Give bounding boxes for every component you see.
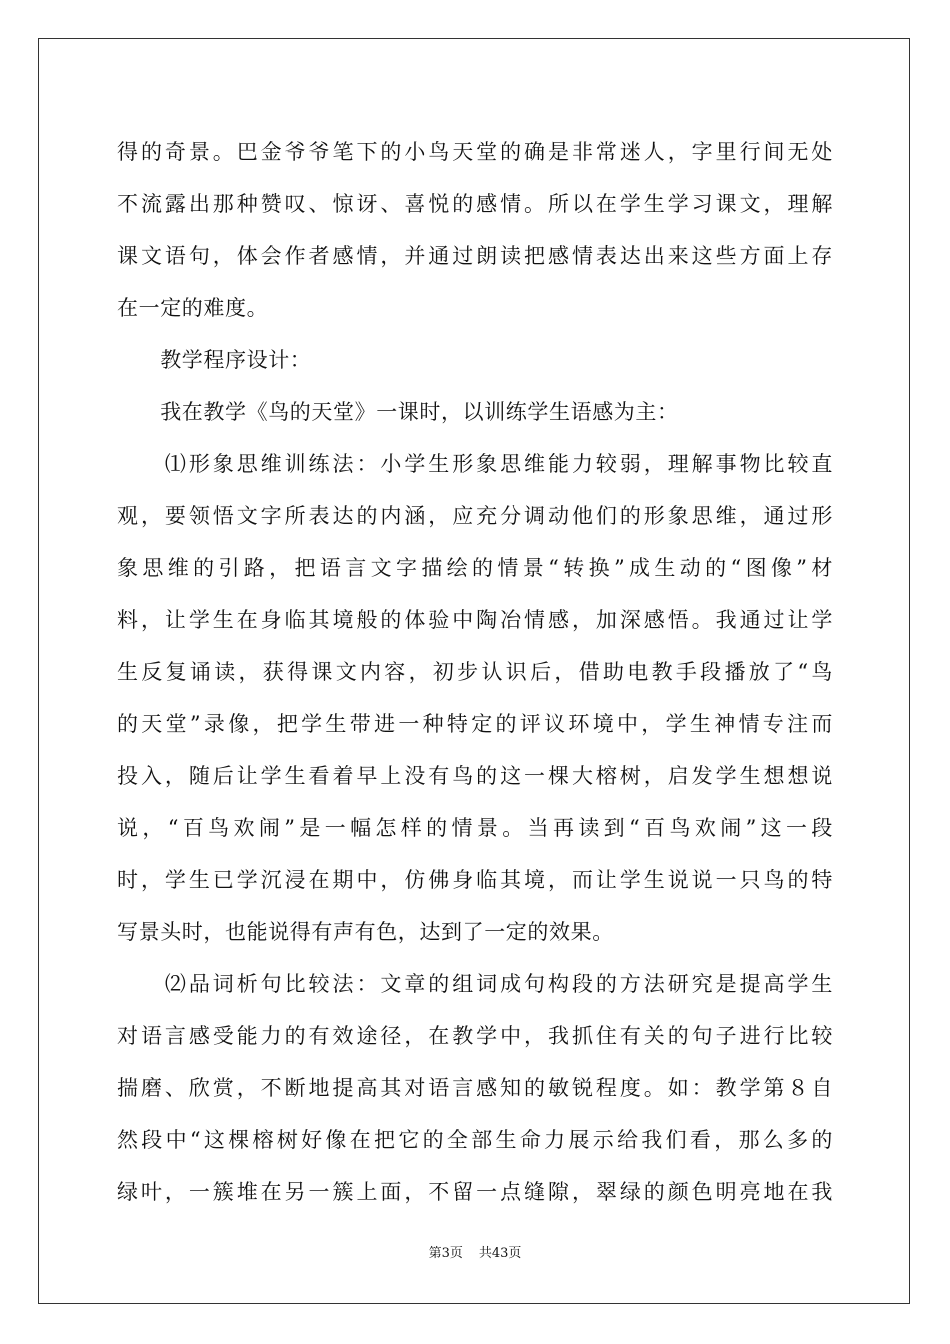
text-line: 课文语句，体会作者感情，并通过朗读把感情表达出来这些方面上存 [117,244,833,268]
text-line: 观，要领悟文字所表达的内涵，应充分调动他们的形象思维，通过形 [117,504,833,528]
text-line: 我在教学《鸟的天堂》一课时，以训练学生语感为主： [117,400,679,424]
text-line: 生反复诵读，获得课文内容，初步认识后，借助电教手段播放了“鸟 [117,660,833,684]
page-number: 第3页 [428,1246,463,1261]
text-line: 得的奇景。巴金爷爷笔下的小鸟天堂的确是非常迷人，字里行间无处 [117,140,833,164]
text-line: 揣磨、欣赏，不断地提高其对语言感知的敏锐程度。如：教学第８自 [117,1076,833,1100]
section-heading: 教学程序设计： [117,348,312,372]
text-line: 料，让学生在身临其境般的体验中陶冶情感，加深感悟。我通过让学 [117,608,833,632]
text-line: 象思维的引路，把语言文字描绘的情景“转换”成生动的“图像”材 [117,556,833,580]
page-footer [0,1245,950,1263]
total-pages: 共43页 [478,1246,522,1261]
text-line: 时，学生已学沉浸在期中，仿佛身临其境，而让学生说说一只鸟的特 [117,868,833,892]
text-line: 写景头时，也能说得有声有色，达到了一定的效果。 [117,920,614,944]
text-line: 说，“百鸟欢闹”是一幅怎样的情景。当再读到“百鸟欢闹”这一段 [117,816,833,840]
text-line: 投入，随后让学生看着早上没有鸟的这一棵大榕树，启发学生想想说 [117,764,833,788]
text-line: 在一定的难度。 [117,296,269,320]
text-line: 不流露出那种赞叹、惊讶、喜悦的感情。所以在学生学习课文，理解 [117,192,833,216]
document-body [117,126,833,1218]
text-line: ⑵品词析句比较法：文章的组词成句构段的方法研究是提高学生 [117,972,833,996]
text-line: 的天堂”录像，把学生带进一种特定的评议环境中，学生神情专注而 [117,712,833,736]
text-line: 对语言感受能力的有效途径，在教学中，我抓住有关的句子进行比较 [117,1024,833,1048]
text-line: ⑴形象思维训练法：小学生形象思维能力较弱，理解事物比较直 [117,452,833,476]
text-line: 绿叶，一簇堆在另一簇上面，不留一点缝隙，翠绿的颜色明亮地在我 [117,1180,833,1204]
text-line: 然段中“这棵榕树好像在把它的全部生命力展示给我们看，那么多的 [117,1128,833,1152]
